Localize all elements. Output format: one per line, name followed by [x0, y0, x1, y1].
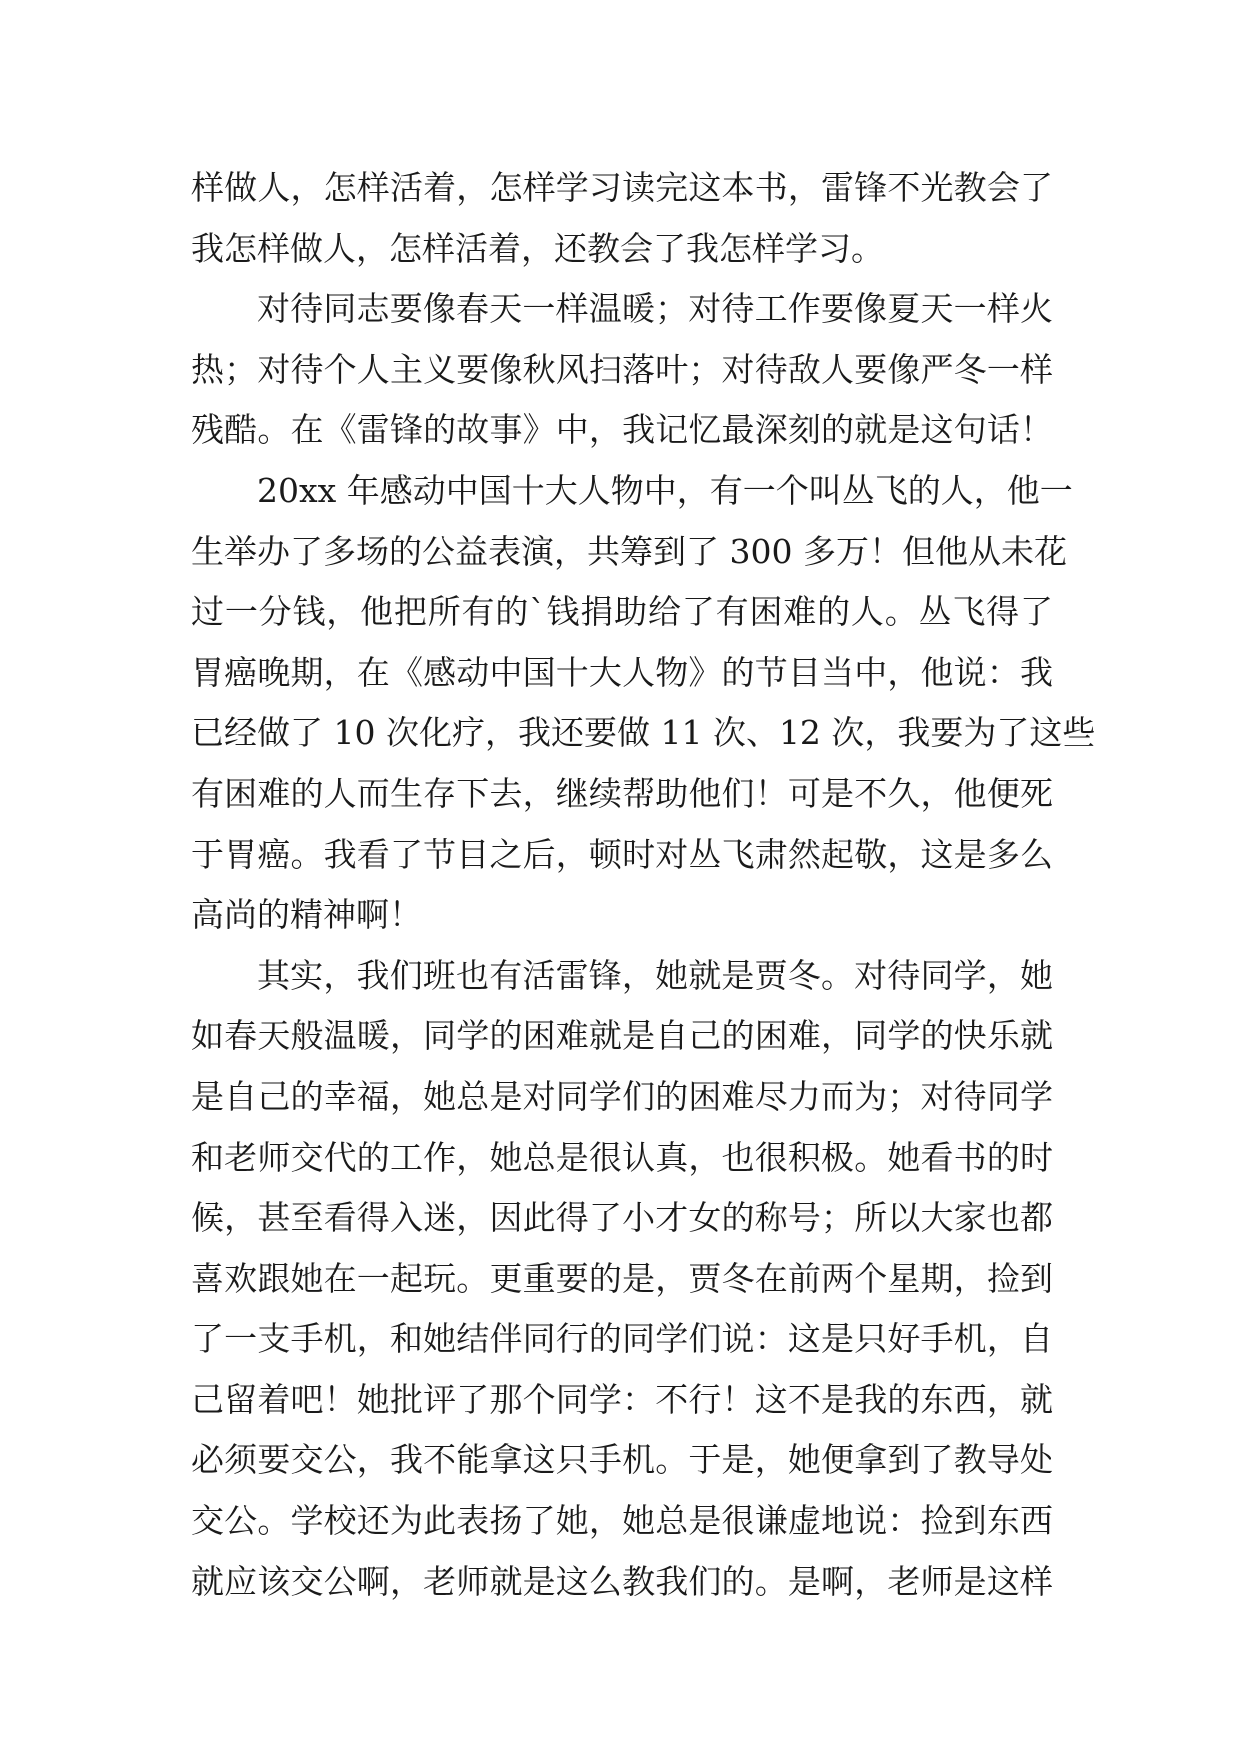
- text-line: 对待同志要像春天一样温暖；对待工作要像夏天一样火: [257, 289, 1053, 329]
- text-line: 交公。学校还为此表扬了她，她总是很谦虚地说：捡到东西: [191, 1501, 1053, 1541]
- text-line: 生举办了多场的公益表演，共筹到了 300 多万！但他从未花: [191, 531, 1067, 571]
- text-line: 样做人，怎样活着，怎样学习读完这本书，雷锋不光教会了: [191, 168, 1053, 207]
- text-line: 残酷。在《雷锋的故事》中，我记忆最深刻的就是这句话！: [191, 410, 1053, 450]
- text-line: 必须要交公，我不能拿这只手机。于是，她便拿到了教导处: [191, 1440, 1053, 1480]
- text-line: 20xx 年感动中国十大人物中，有一个叫丛飞的人，他一: [257, 470, 1073, 510]
- text-line: 胃癌晚期，在《感动中国十大人物》的节目当中，他说：我: [191, 652, 1053, 692]
- text-line: 我怎样做人，怎样活着，还教会了我怎样学习。: [191, 228, 884, 268]
- text-line: 了一支手机，和她结伴同行的同学们说：这是只好手机，自: [191, 1319, 1053, 1359]
- text-line: 高尚的精神啊！: [191, 895, 422, 935]
- text-line: 己留着吧！她批评了那个同学：不行！这不是我的东西，就: [191, 1379, 1053, 1419]
- text-line: 于胃癌。我看了节目之后，顿时对丛飞肃然起敬，这是多么: [191, 834, 1053, 874]
- body-text: [191, 158, 1096, 1612]
- text-line: 就应该交公啊，老师就是这么教我们的。是啊，老师是这样: [191, 1561, 1053, 1601]
- text-line: 和老师交代的工作，她总是很认真，也很积极。她看书的时: [191, 1137, 1053, 1177]
- text-line: 有困难的人而生存下去，继续帮助他们！可是不久，他便死: [191, 773, 1053, 813]
- text-line: 是自己的幸福，她总是对同学们的困难尽力而为；对待同学: [191, 1076, 1053, 1116]
- text-line: 热；对待个人主义要像秋风扫落叶；对待敌人要像严冬一样: [191, 349, 1053, 389]
- text-line: 喜欢跟她在一起玩。更重要的是，贾冬在前两个星期，捡到: [191, 1258, 1053, 1298]
- text-line: 其实，我们班也有活雷锋，她就是贾冬。对待同学，她: [257, 955, 1053, 995]
- text-line: 过一分钱，他把所有的`钱捐助给了有困难的人。丛飞得了: [191, 592, 1053, 632]
- text-line: 如春天般温暖，同学的困难就是自己的困难，同学的快乐就: [191, 1016, 1053, 1056]
- text-line: 已经做了 10 次化疗，我还要做 11 次、12 次，我要为了这些: [191, 713, 1096, 753]
- text-line: 候，甚至看得入迷，因此得了小才女的称号；所以大家也都: [191, 1198, 1053, 1238]
